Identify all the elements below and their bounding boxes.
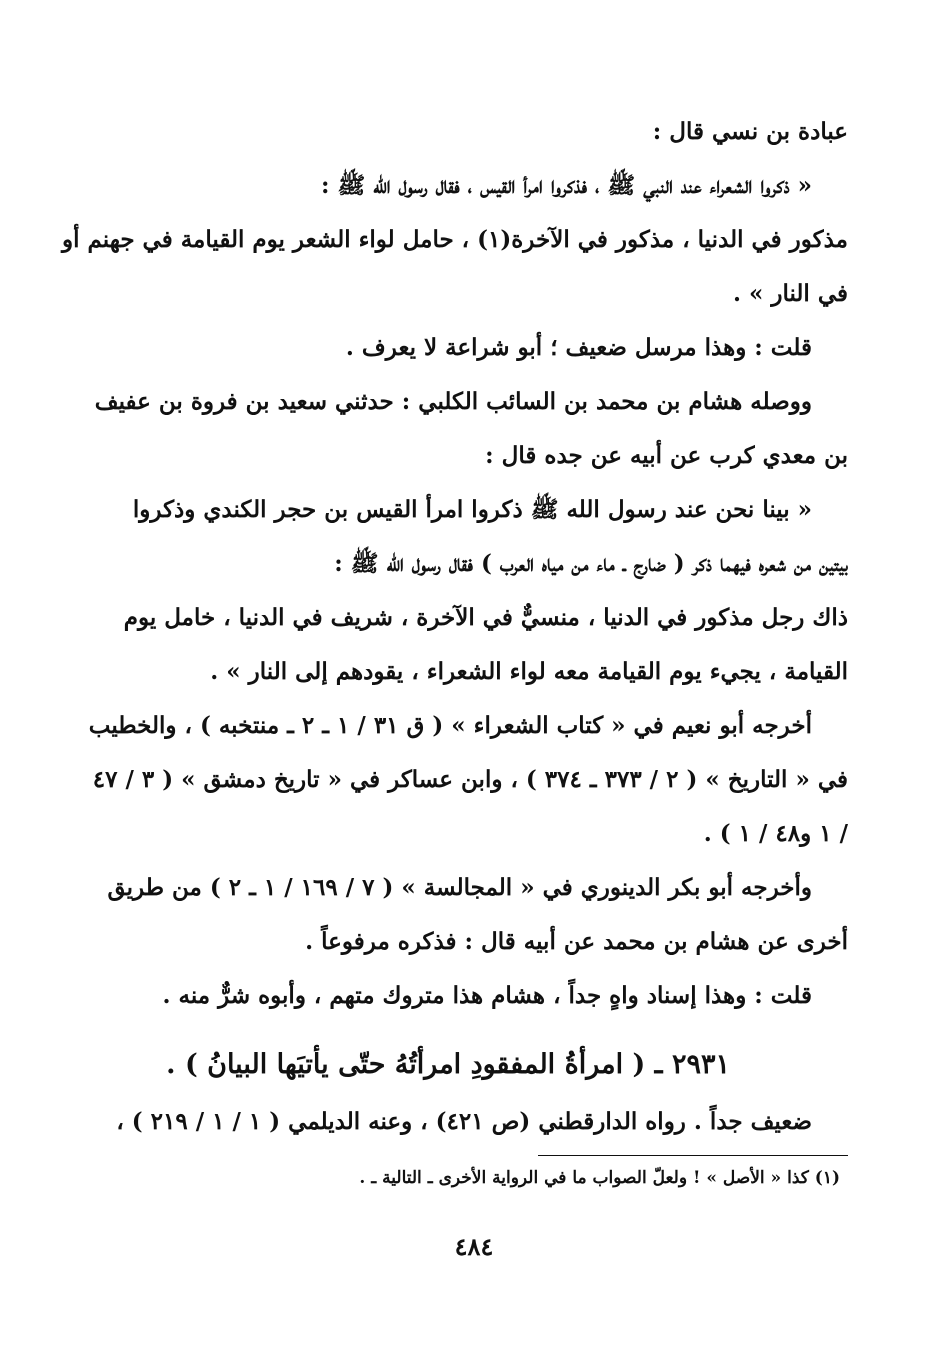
footnote: (١) كذا « الأصل » ! ولعلّ الصواب ما في الرواية الأخرى ـ التالية ـ . [359,1168,840,1188]
text-line: أخرى عن هشام بن محمد عن أبيه قال : فذكره مرفوعاً . [305,928,848,955]
text-line: في النار » . [732,280,848,307]
text-line: وأخرجه أبو بكر الدينوري في « المجالسة » ( ٧ / ١٦٩ / ١ ـ ٢ ) من طريق [107,874,812,901]
text-line: في « التاريخ » ( ٢ / ٣٧٣ ـ ٣٧٤ ) ، وابن عساكر في « تاريخ دمشق » ( ٣ / ٤٧ [92,766,848,793]
footnote-divider [538,1155,848,1156]
text-line: بيتين من شعره فيهما ذكر ( ضارج ـ ماء من مياه العرب ) فقال رسول الله ﷺ : [334,550,848,577]
text-line: « بينا نحن عند رسول الله ﷺ ذكروا امرأ القيس بن حجر الكندي وذكروا [132,496,812,523]
text-line: القيامة ، يجيء يوم القيامة معه لواء الشعراء ، يقودهم إلى النار » . [210,658,848,685]
text-line: ضعيف جداً . رواه الدارقطني (ص ٤٢١) ، وعنه الديلمي ( ١ / ١ / ٢١٩ ) ، [116,1108,812,1135]
text-line: ووصله هشام بن محمد بن السائب الكلبي : حدثني سعيد بن فروة بن عفيف [94,388,812,415]
text-line: أخرجه أبو نعيم في « كتاب الشعراء » ( ق ٣١ / ١ ـ ٢ ـ منتخبه ) ، والخطيب [88,712,812,739]
text-line: قلت : وهذا إسناد واهٍ جداً ، هشام هذا متروك متهم ، وأبوه شرٌّ منه . [162,982,812,1009]
text-line: بن معدي كرب عن أبيه عن جده قال : [485,442,848,469]
text-line: قلت : وهذا مرسل ضعيف ؛ أبو شراعة لا يعرف . [345,334,812,361]
text-line: ذاك رجل مذكور في الدنيا ، منسيٌّ في الآخرة ، شريف في الدنيا ، خامل يوم [123,604,848,631]
page-body [61,105,848,1196]
page-number: ٤٨٤ [454,1232,494,1261]
text-line: / ١ و٤٨ / ١ ) . [703,820,848,847]
hadith-heading: ٢٩٣١ ـ ( امرأةُ المفقودِ امرأتُهُ حتّى يأتيَها البيانُ ) . [166,1049,730,1080]
text-line: « ذكروا الشعراء عند النبي ﷺ ، فذكروا امرأ القيس ، فقال رسول الله ﷺ : [321,172,812,199]
text-line: عبادة بن نسي قال : [652,118,848,145]
text-line: مذكور في الدنيا ، مذكور في الآخرة(١) ، حامل لواء الشعر يوم القيامة في جهنم أو [61,226,848,253]
